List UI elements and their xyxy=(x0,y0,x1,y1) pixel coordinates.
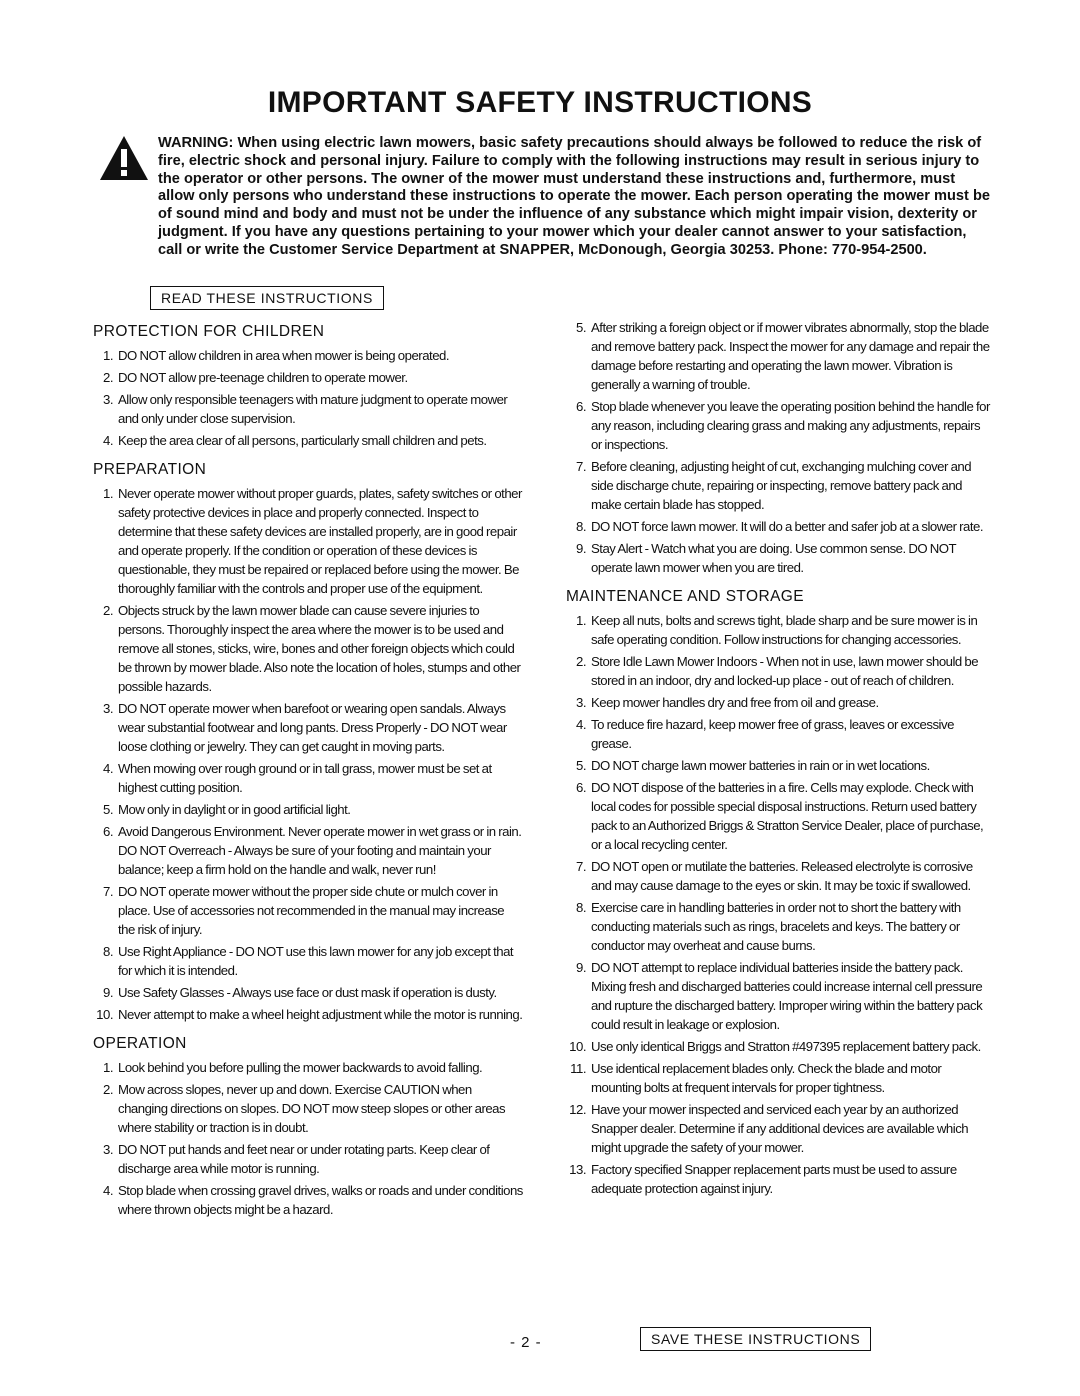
read-instructions-box: READ THESE INSTRUCTIONS xyxy=(150,286,384,310)
item-number: 5. xyxy=(576,320,586,335)
item-text: Use only identical Briggs and Stratton #497395 replacement battery pack. xyxy=(591,1039,981,1054)
item-number: 8. xyxy=(103,944,113,959)
list-item xyxy=(93,699,523,756)
item-text: Use identical replacement blades only. Check the blade and motor mounting bolts at frequent intervals for proper tightness. xyxy=(591,1061,942,1095)
item-number: 10. xyxy=(569,1039,586,1054)
list-item xyxy=(566,958,990,1034)
item-text: Objects struck by the lawn mower blade can cause severe injuries to persons. Thoroughly inspect the area where the mower is to be used and remove all stones, sticks, wire, bones and other foreign objects which could be thrown by mower blade. Also note the location of holes, stumps and other possible hazards. xyxy=(118,603,521,694)
item-text: Mow only in daylight or in good artificial light. xyxy=(118,802,351,817)
item-number: 3. xyxy=(103,1142,113,1157)
item-text: DO NOT operate mower without the proper side chute or mulch cover in place. Use of accessories not recommended in the manual may increase the risk of injury. xyxy=(118,884,505,937)
list-item xyxy=(566,1059,990,1097)
item-text: Look behind you before pulling the mower backwards to avoid falling. xyxy=(118,1060,483,1075)
item-number: 7. xyxy=(576,459,586,474)
list-preparation xyxy=(93,484,523,1024)
list-item xyxy=(93,484,523,598)
list-item xyxy=(566,318,990,394)
item-number: 3. xyxy=(103,701,113,716)
item-text: DO NOT charge lawn mower batteries in rain or in wet locations. xyxy=(591,758,930,773)
item-number: 4. xyxy=(103,433,113,448)
list-item xyxy=(566,457,990,514)
item-text: To reduce fire hazard, keep mower free of grass, leaves or excessive grease. xyxy=(591,717,954,751)
left-column xyxy=(93,318,523,1229)
item-text: DO NOT operate mower when barefoot or wearing open sandals. Always wear substantial footwear and long pants. Dress Properly - DO NOT wear loose clothing or jewelry. They can get caught in moving parts. xyxy=(118,701,507,754)
list-item xyxy=(93,942,523,980)
list-item xyxy=(93,368,523,387)
list-item xyxy=(566,1037,990,1056)
item-number: 12. xyxy=(569,1102,586,1117)
item-number: 13. xyxy=(569,1162,586,1177)
item-text: DO NOT force lawn mower. It will do a better and safer job at a slower rate. xyxy=(591,519,984,534)
item-text: Allow only responsible teenagers with mature judgment to operate mower and only under close supervision. xyxy=(118,392,508,426)
list-item xyxy=(93,431,523,450)
item-text: Never operate mower without proper guards, plates, safety switches or other safety protective devices in place and properly connected. Inspect to determine that these safety devices are installed properly, are in good repair and operate properly. If the condition or operation of these devices is questionable, they must be repaired or replaced before using the mower. Be thoroughly familiar with the controls and proper use of the equipment. xyxy=(118,486,522,596)
list-item xyxy=(566,857,990,895)
item-text: DO NOT allow children in area when mower is being operated. xyxy=(118,348,450,363)
item-number: 4. xyxy=(576,717,586,732)
list-item xyxy=(566,715,990,753)
warning-paragraph: WARNING: When using electric lawn mowers, basic safety precautions should always be followed to reduce the risk of fire, electric shock and personal injury. Failure to comply with the following instructions may result in serious injury to the operator or other persons. The owner of the mower must understand these instructions and, furthermore, must allow only persons who understand these instructions to operate the mower. Each person operating the mower must be of sound mind and body and must not be under the influence of any substance which might impair vision, dexterity or judgment. If you have any questions pertaining to your mower which your dealer cannot answer to your satisfaction, call or write the Customer Service Department at SNAPPER, McDonough, Georgia 30253. Phone: 770-954-2500. xyxy=(158,135,990,258)
list-item xyxy=(93,800,523,819)
item-number: 6. xyxy=(103,824,113,839)
page-title: IMPORTANT SAFETY INSTRUCTIONS xyxy=(267,86,813,119)
list-item xyxy=(566,1160,990,1198)
item-number: 7. xyxy=(576,859,586,874)
item-number: 3. xyxy=(103,392,113,407)
list-item xyxy=(93,1080,523,1137)
item-text: Before cleaning, adjusting height of cut, exchanging mulching cover and side discharge chute, repairing or inspecting, remove battery pack and make certain blade has stopped. xyxy=(591,459,972,512)
item-number: 8. xyxy=(576,519,586,534)
item-text: Exercise care in handling batteries in order not to short the battery with conducting materials such as rings, bracelets and keys. The battery or conductor may overheat and cause burns. xyxy=(591,900,961,953)
item-text: DO NOT open or mutilate the batteries. Released electrolyte is corrosive and may cause damage to the eyes or skin. It may be toxic if swallowed. xyxy=(591,859,973,893)
list-item xyxy=(93,1058,523,1077)
list-item xyxy=(566,611,990,649)
section-heading-preparation: PREPARATION xyxy=(93,461,207,478)
list-item xyxy=(93,390,523,428)
item-number: 4. xyxy=(103,1183,113,1198)
list-item xyxy=(93,822,523,879)
item-number: 2. xyxy=(103,370,113,385)
list-item xyxy=(93,759,523,797)
item-text: Avoid Dangerous Environment. Never operate mower in wet grass or in rain. DO NOT Overreach - Always be sure of your footing and maintain your balance; keep a firm hold on the handle and walk, never run! xyxy=(118,824,522,877)
save-instructions-box: SAVE THESE INSTRUCTIONS xyxy=(640,1327,871,1351)
list-item xyxy=(93,1005,523,1024)
item-text: DO NOT dispose of the batteries in a fire. Cells may explode. Check with local codes for possible special disposal instructions. Return used battery pack to an Authorized Briggs & Stratton Service Dealer, place of purchase, or a local recycling center. xyxy=(591,780,984,852)
item-text: Stay Alert - Watch what you are doing. Use common sense. DO NOT operate lawn mower when you are tired. xyxy=(591,541,956,575)
item-text: Stop blade when crossing gravel drives, walks or roads and under conditions where thrown objects might be a hazard. xyxy=(118,1183,523,1217)
item-text: Use Safety Glasses - Always use face or dust mask if operation is dusty. xyxy=(118,985,497,1000)
item-number: 6. xyxy=(576,399,586,414)
item-text: Keep mower handles dry and free from oil and grease. xyxy=(591,695,879,710)
list-item xyxy=(93,1140,523,1178)
list-item xyxy=(566,1100,990,1157)
item-number: 5. xyxy=(103,802,113,817)
item-text: After striking a foreign object or if mower vibrates abnormally, stop the blade and remove battery pack. Inspect the mower for any damage and repair the damage before restarting and operating the lawn mower. Vibration is generally a warning of trouble. xyxy=(591,320,990,392)
item-number: 11. xyxy=(570,1061,586,1076)
item-text: DO NOT put hands and feet near or under rotating parts. Keep clear of discharge area while motor is running. xyxy=(118,1142,490,1176)
list-item xyxy=(566,778,990,854)
list-item xyxy=(93,882,523,939)
section-heading-children: PROTECTION FOR CHILDREN xyxy=(93,323,325,340)
item-number: 1. xyxy=(103,348,113,363)
list-item xyxy=(566,756,990,775)
item-text: Stop blade whenever you leave the operating position behind the handle for any reason, including clearing grass and making any adjustments, repairs or inspections. xyxy=(591,399,990,452)
list-item xyxy=(93,983,523,1002)
item-text: Mow across slopes, never up and down. Exercise CAUTION when changing directions on slopes. DO NOT mow steep slopes or other areas where stability or traction is in doubt. xyxy=(118,1082,506,1135)
list-item xyxy=(566,539,990,577)
item-text: DO NOT attempt to replace individual batteries inside the battery pack. Mixing fresh and discharged batteries could increase internal cell pressure and rupture the discharged battery. Improper wiring within the battery pack could result in leakage or explosion. xyxy=(591,960,983,1032)
item-number: 9. xyxy=(103,985,113,1000)
item-number: 9. xyxy=(576,960,586,975)
list-item xyxy=(566,898,990,955)
item-number: 1. xyxy=(576,613,586,628)
section-heading-operation: OPERATION xyxy=(93,1035,187,1052)
item-number: 1. xyxy=(103,1060,113,1075)
item-number: 7. xyxy=(103,884,113,899)
warning-triangle-icon xyxy=(98,134,150,182)
page-number: - 2 - xyxy=(510,1334,542,1351)
list-item xyxy=(93,601,523,696)
list-operation-continued xyxy=(566,318,990,577)
item-text: Never attempt to make a wheel height adjustment while the motor is running. xyxy=(118,1007,523,1022)
item-text: When mowing over rough ground or in tall grass, mower must be set at highest cutting position. xyxy=(118,761,492,795)
list-children xyxy=(93,346,523,450)
list-item xyxy=(566,693,990,712)
item-number: 10. xyxy=(96,1007,113,1022)
section-heading-maintenance: MAINTENANCE AND STORAGE xyxy=(566,588,805,605)
list-item xyxy=(566,652,990,690)
item-text: Store Idle Lawn Mower Indoors - When not in use, lawn mower should be stored in an indoor, dry and locked-up place - out of reach of children. xyxy=(591,654,979,688)
list-item xyxy=(93,346,523,365)
item-number: 4. xyxy=(103,761,113,776)
item-text: Keep all nuts, bolts and screws tight, blade sharp and be sure mower is in safe operating condition. Follow instructions for changing accessories. xyxy=(591,613,978,647)
list-item xyxy=(566,517,990,536)
item-number: 2. xyxy=(103,1082,113,1097)
item-number: 8. xyxy=(576,900,586,915)
right-column xyxy=(566,318,990,1208)
list-item xyxy=(566,397,990,454)
item-number: 5. xyxy=(576,758,586,773)
item-number: 6. xyxy=(576,780,586,795)
list-maintenance xyxy=(566,611,990,1198)
item-text: DO NOT allow pre-teenage children to operate mower. xyxy=(118,370,408,385)
item-number: 9. xyxy=(576,541,586,556)
list-item xyxy=(93,1181,523,1219)
item-number: 2. xyxy=(576,654,586,669)
item-number: 1. xyxy=(103,486,113,501)
item-text: Have your mower inspected and serviced each year by an authorized Snapper dealer. Determine if any additional devices are available which might upgrade the safety of your mower. xyxy=(591,1102,969,1155)
item-text: Keep the area clear of all persons, particularly small children and pets. xyxy=(118,433,487,448)
item-text: Use Right Appliance - DO NOT use this lawn mower for any job except that for which it is intended. xyxy=(118,944,514,978)
item-number: 2. xyxy=(103,603,113,618)
item-text: Factory specified Snapper replacement parts must be used to assure adequate protection against injury. xyxy=(591,1162,957,1196)
item-number: 3. xyxy=(576,695,586,710)
list-operation xyxy=(93,1058,523,1219)
